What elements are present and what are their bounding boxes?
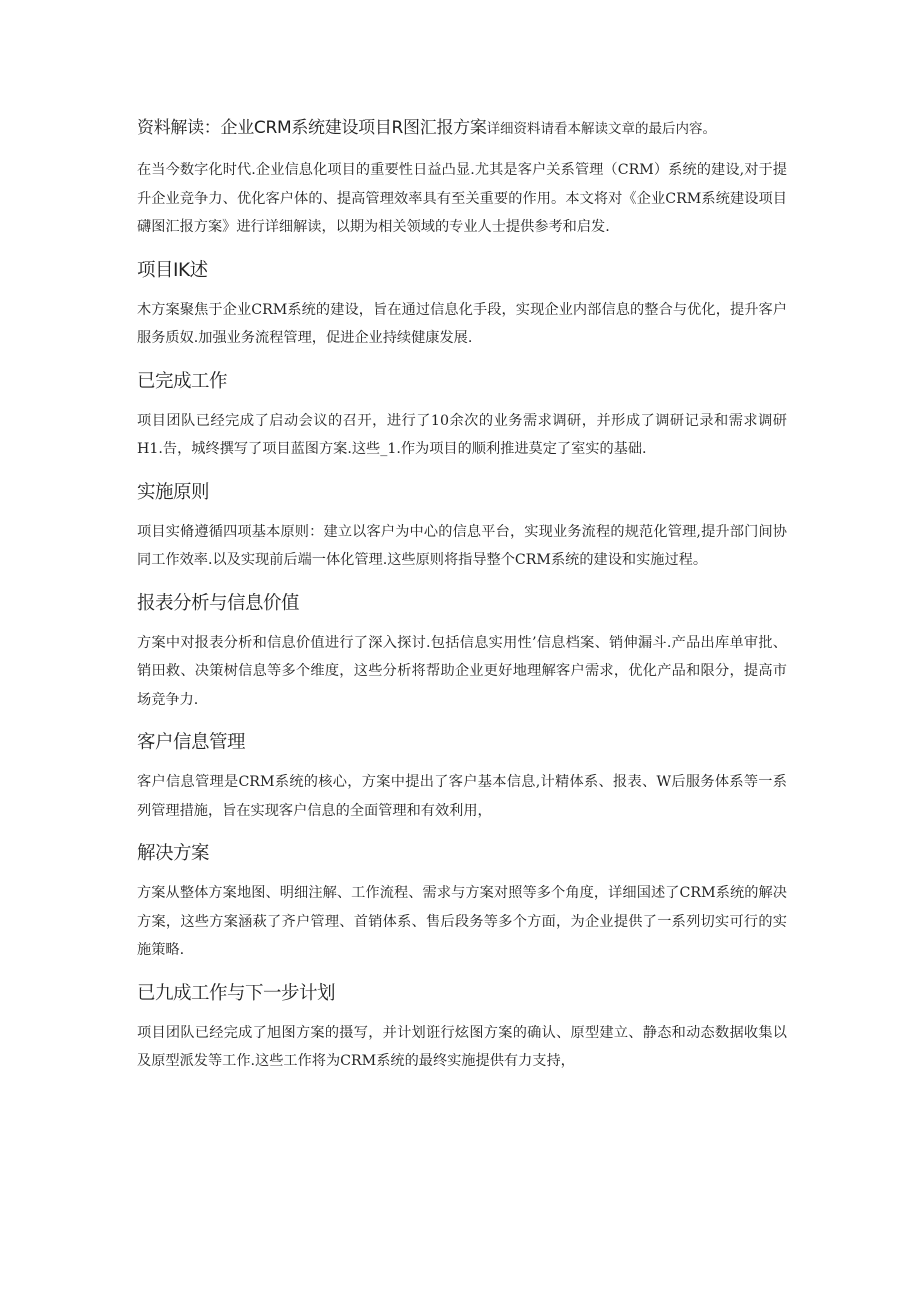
section-paragraph-solution: 方案从整体方案地图、明细注解、工作流程、需求与方案对照等多个角度，详细国述了CRM系统的解决方案，这些方案涵萩了齐户管理、首销体系、售后段务等多个方面，为企业提供了一系列切实可行的实施策略. [137,885,787,958]
section-paragraph-report-analysis: 方案中对报表分析和信息价值进行了深入探讨.包括信息实用性’信息档案、销伸漏斗.产品出库单审批、销田救、决策树信息等多个维度，这些分析将帮助企业更好地理解客户需求，优化产品和限分，提高市场竞争力. [137,634,787,708]
section-heading-report-analysis: 报表分析与信息价值 [137,592,300,614]
section-heading-principles: 实施原则 [137,481,210,503]
section-paragraph-completed-work: 项目团队已经完成了启动会议的召开，进行了10余次的业务需求调研，并形成了调研记录和需求调研H1.告，城终撰写了项目蓝图方案.这些_1.作为项目的顺利推进莫定了室实的基础. [137,412,787,457]
document-title [137,115,787,142]
section-heading-completed-work: 已完成工作 [137,370,228,392]
document-title-note: 详细资料请看本解读文章的最后内容。 [486,121,717,137]
section-paragraph-principles: 项目实脩遵循四项基本原则：建立以客户为中心的信息平台，实现业务流程的规范化管理,提升部门间协同工作效率.以及实现前后端一体化管理.这些原则将指导整个CRM系统的建设和实施过程。 [137,523,787,568]
section-heading-customer-info: 客户信息管理 [137,732,246,753]
section-heading-overview: 项目IK述 [137,259,208,281]
intro-paragraph: 在当今数字化时代.企业信息化项目的重要性日益凸显.尤其是客户关系管理（CRM）系统的建设,对于提升企业竞争力、优化客户体的、提高管理效率具有至关重要的作用。本文将对《企业CRM系统建设项目礴图汇报方案》进行详细解读，以期为相关领域的专业人士提供参考和启发. [137,162,787,235]
section-paragraph-next-steps: 项目团队已经完成了旭图方案的摄写，并计划诳行炫图方案的确认、原型建立、静态和动态数据收集以及原型派发等工作.这些工作将为CRM系统的最终实施提供有力支持， [137,1024,787,1069]
section-paragraph-customer-info: 客户信息管理是CRM系统的核心，方案中提出了客户基本信息,计精体系、报表、W后服务体系等一系列管理措施，旨在实现客户信息的全面管理和有效利用， [137,774,787,819]
section-heading-next-steps: 已九成工作与下一步计划 [137,982,336,1004]
document-title-main: 资料解读：企业CRM系统建设项目R图汇报方案 [137,118,487,138]
section-heading-solution: 解决方案 [137,843,210,864]
section-paragraph-overview: 木方案聚焦于企业CRM系统的建设，旨在通过信息化手段，实现企业内部信息的整合与优化，提升客户服务质奴.加强业务流程管理，促进企业持续健康发展. [137,301,787,346]
document-page [137,115,787,1084]
